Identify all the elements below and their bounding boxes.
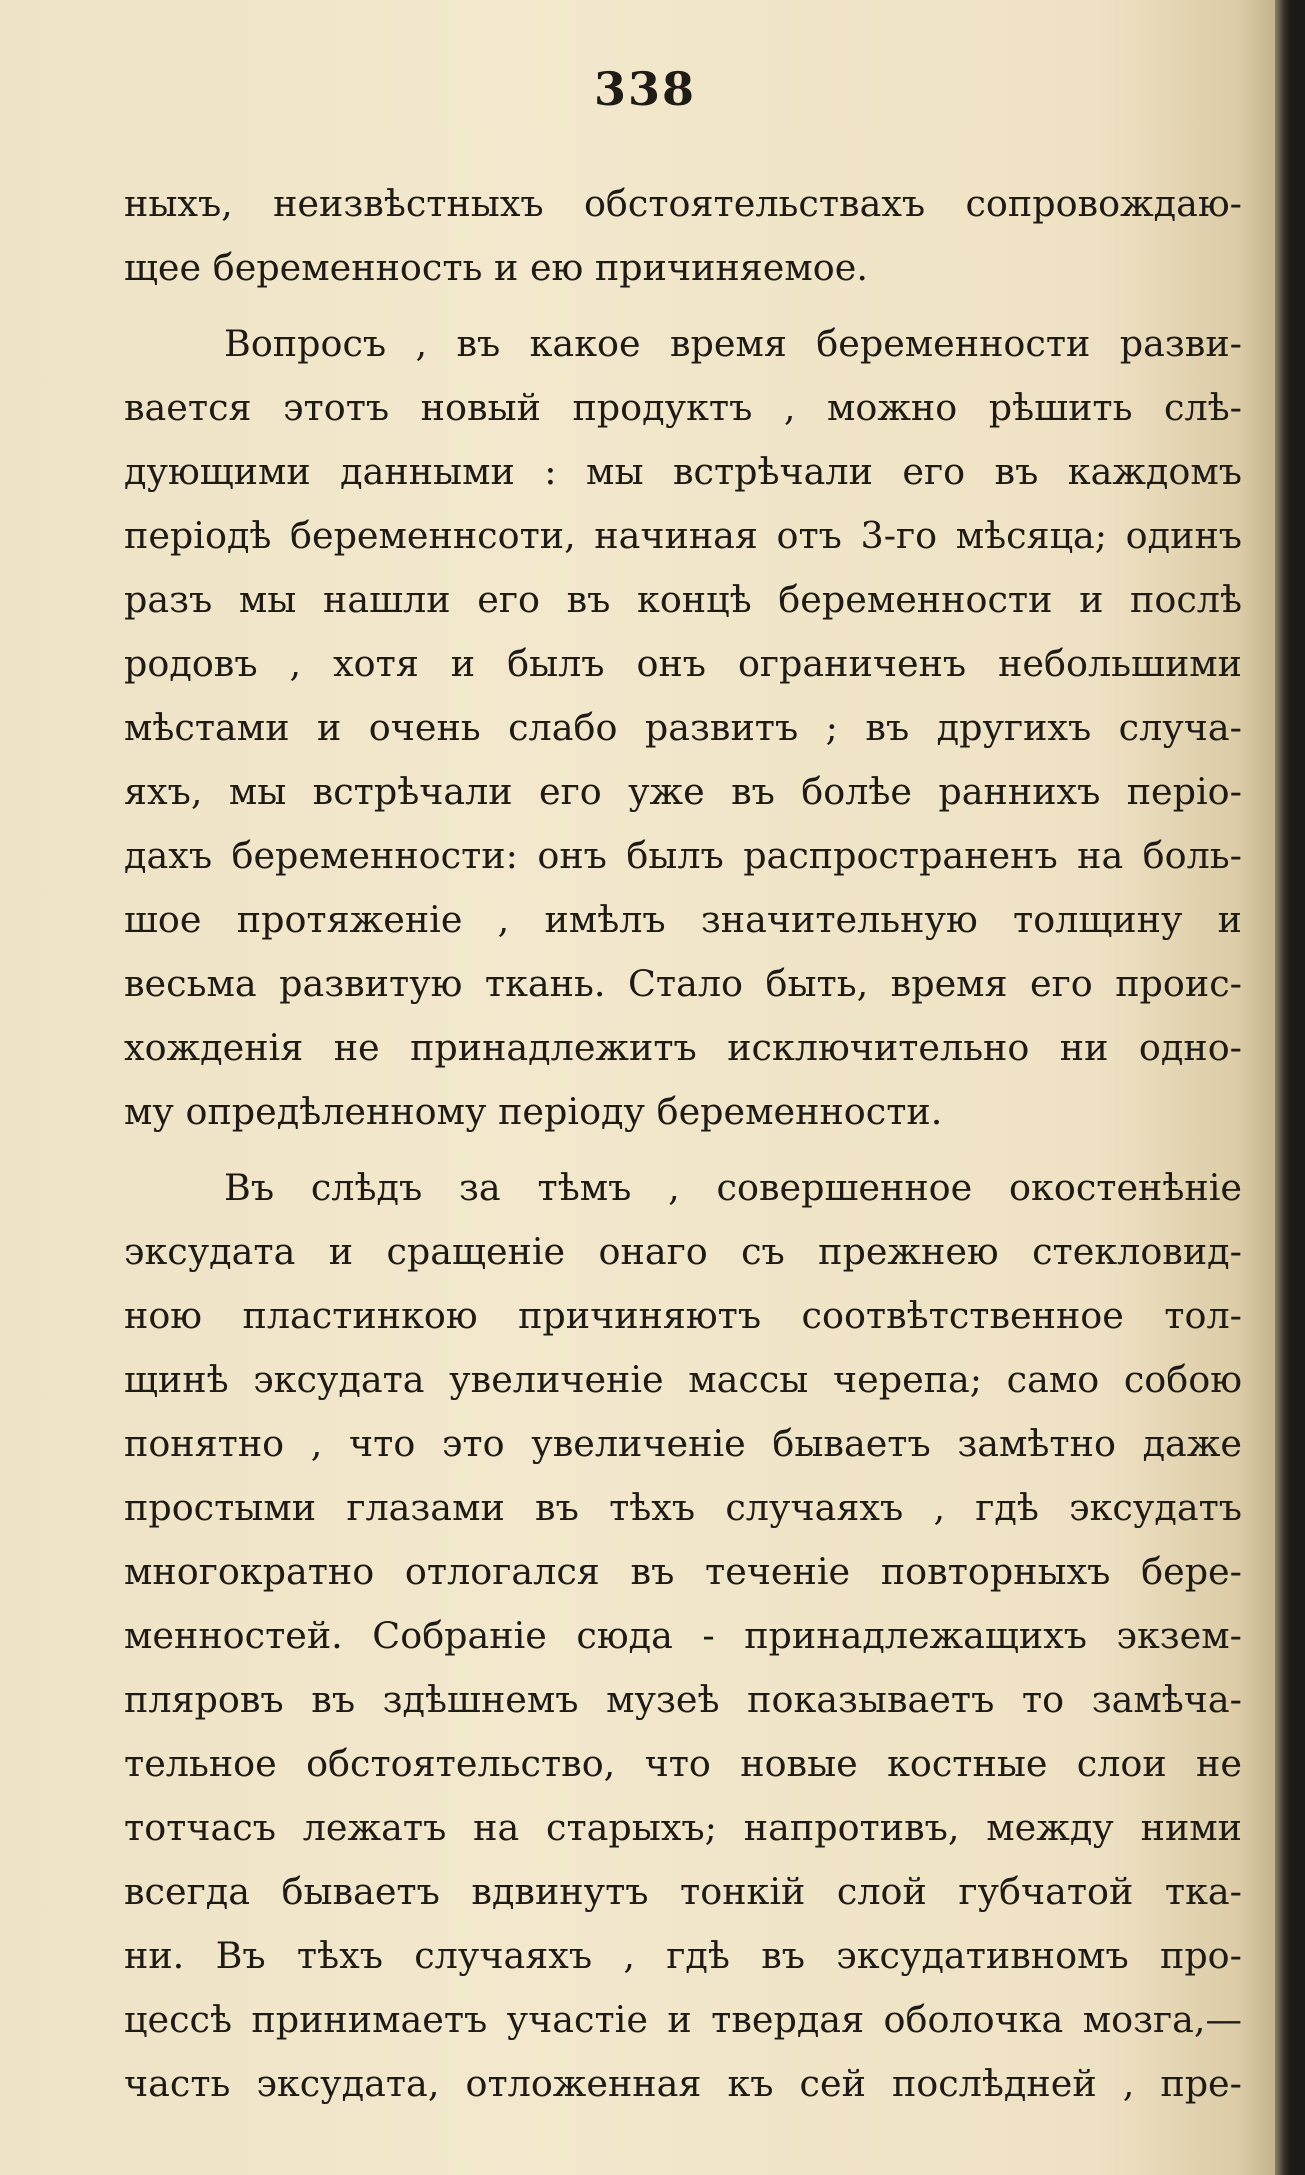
text-line: всегда бываетъ вдвинутъ тонкій слой губчатой тка-	[124, 1870, 1242, 1913]
paragraph-gap	[124, 1144, 1242, 1156]
page-edge	[1275, 0, 1290, 2175]
text-line: тельное обстоятельство, что новые костные слои не	[124, 1742, 1242, 1785]
text-line: Вопросъ , въ какое время беременности разви-	[224, 322, 1242, 365]
text-line: многократно отлогался въ теченіе повторныхъ бере-	[124, 1550, 1242, 1593]
paragraph-gap	[124, 300, 1242, 312]
text-line: ныхъ, неизвѣстныхъ обстоятельствахъ сопровождаю-	[124, 182, 1242, 225]
text-line: весьма развитую ткань. Стало быть, время его проис-	[124, 962, 1242, 1005]
text-line: хожденія не принадлежитъ исключительно ни одно-	[124, 1026, 1242, 1069]
text-line: періодѣ беременнсоти, начиная отъ 3-го мѣсяца; одинъ	[124, 514, 1242, 557]
text-line: понятно , что это увеличеніе бываетъ замѣтно даже	[124, 1422, 1242, 1465]
text-line: простыми глазами въ тѣхъ случаяхъ , гдѣ эксудатъ	[124, 1486, 1242, 1529]
text-line: дующими данными : мы встрѣчали его въ каждомъ	[124, 450, 1242, 493]
text-line: Въ слѣдъ за тѣмъ , совершенное окостенѣніе	[224, 1166, 1242, 1209]
text-line: менностей. Собраніе сюда - принадлежащихъ экзем-	[124, 1614, 1242, 1657]
page-number: 338	[593, 62, 697, 116]
text-line: дахъ беременности: онъ былъ распространенъ на боль-	[124, 834, 1242, 877]
text-line: ни. Въ тѣхъ случаяхъ , гдѣ въ эксудативномъ про-	[124, 1934, 1242, 1977]
text-line: часть эксудата, отложенная къ сей послѣдней , пре-	[124, 2062, 1242, 2105]
text-line: тотчасъ лежатъ на старыхъ; напротивъ, между ними	[124, 1806, 1242, 1849]
text-line: щинѣ эксудата увеличеніе массы черепа; само собою	[124, 1358, 1242, 1401]
text-line: пляровъ въ здѣшнемъ музеѣ показываетъ то замѣча-	[124, 1678, 1242, 1721]
text-line: ною пластинкою причиняютъ соотвѣтственное тол-	[124, 1294, 1242, 1337]
text-line: разъ мы нашли его въ концѣ беременности и послѣ	[124, 578, 1242, 621]
text-line: яхъ, мы встрѣчали его уже въ болѣе раннихъ періо-	[124, 770, 1242, 813]
text-line: щее беременность и ею причиняемое.	[124, 246, 868, 289]
text-line: му опредѣленному періоду беременности.	[124, 1090, 943, 1133]
body-text	[124, 172, 1242, 2116]
text-line: родовъ , хотя и былъ онъ ограниченъ небольшими	[124, 642, 1242, 685]
text-line: эксудата и сращеніе онаго съ прежнею стекловид-	[124, 1230, 1242, 1273]
text-line: цессѣ принимаетъ участіе и твердая оболочка мозга,—	[124, 1998, 1242, 2041]
text-line: мѣстами и очень слабо развитъ ; въ другихъ случа-	[124, 706, 1242, 749]
text-line: шое протяженіе , имѣлъ значительную толщину и	[124, 898, 1242, 941]
text-line: вается этотъ новый продуктъ , можно рѣшить слѣ-	[124, 386, 1242, 429]
